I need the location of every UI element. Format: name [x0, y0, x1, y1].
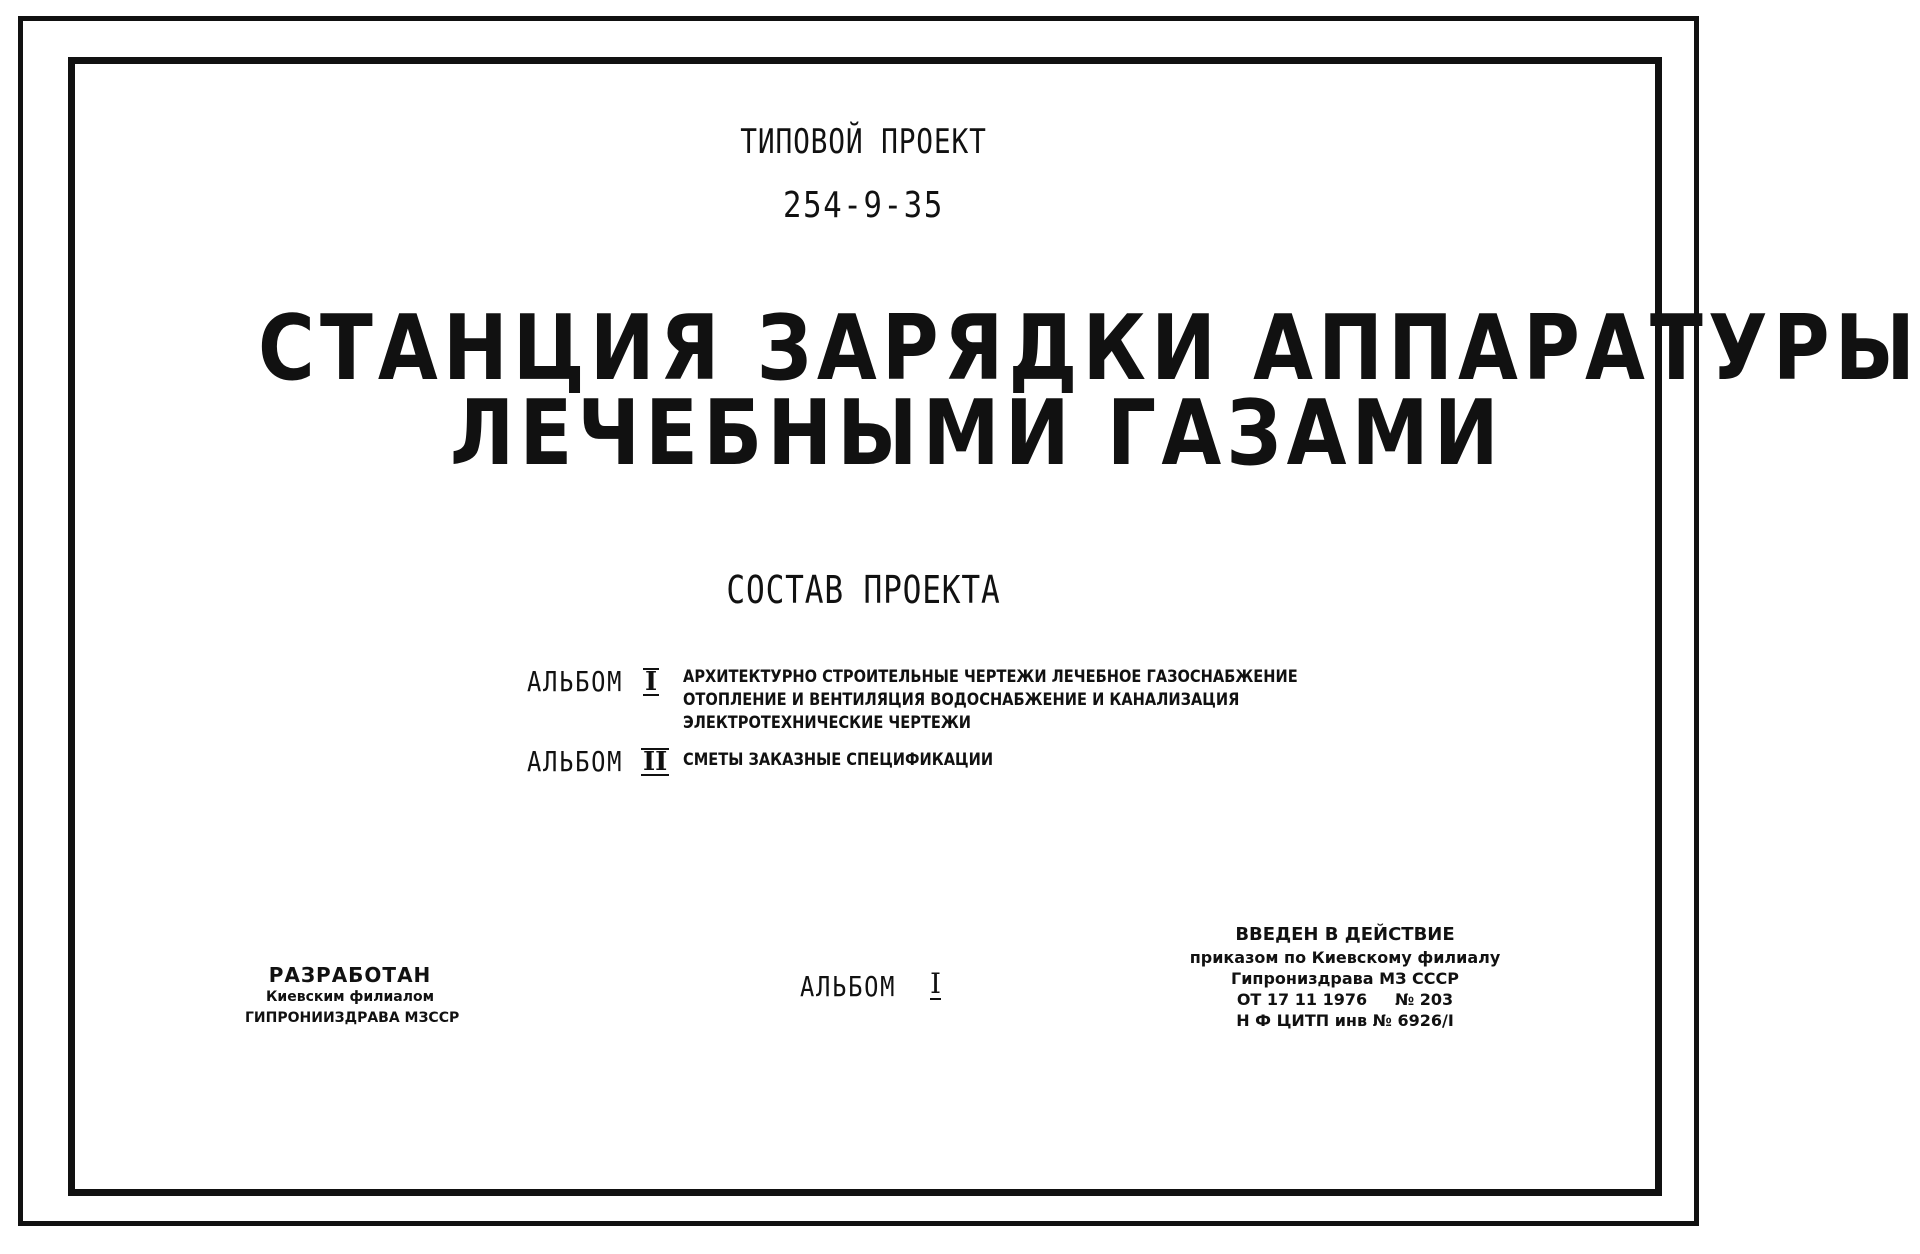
current-album-numeral: I	[930, 967, 942, 1000]
album-2-label: АЛЬБОМ	[527, 745, 624, 778]
introduction-line-2: Гипрониздрава МЗ СССР	[1231, 969, 1459, 988]
main-title-line-2: ЛЕЧЕБНЫМИ ГАЗАМИ	[450, 381, 1504, 486]
introduction-block	[1180, 923, 1510, 1031]
album-2-description	[683, 749, 993, 772]
introduction-line-3: ОТ 17 11 1976 № 203	[1236, 990, 1454, 1009]
introduction-title: ВВЕДЕН В ДЕЙСТВИЕ	[1235, 924, 1455, 945]
introduction-line-1: приказом по Киевскому филиалу	[1189, 948, 1501, 967]
project-type-label: ТИПОВОЙ ПРОЕКТ	[740, 122, 987, 162]
developer-line-1: Киевским филиалом	[265, 989, 435, 1005]
current-album-label: АЛЬБОМ	[800, 970, 897, 1003]
album-2-line-1: СМЕТЫ ЗАКАЗНЫЕ СПЕЦИФИКАЦИИ	[683, 750, 994, 770]
album-1-line-2: ОТОПЛЕНИЕ И ВЕНТИЛЯЦИЯ ВОДОСНАБЖЕНИЕ И КАНАЛИЗАЦИЯ	[683, 690, 1240, 710]
album-1-label: АЛЬБОМ	[527, 665, 624, 698]
album-1-description	[683, 666, 1298, 735]
developer-block	[245, 963, 460, 1029]
album-1-line-1: АРХИТЕКТУРНО СТРОИТЕЛЬНЫЕ ЧЕРТЕЖИ ЛЕЧЕБНОЕ ГАЗОСНАБЖЕНИЕ	[683, 667, 1298, 687]
developer-title: РАЗРАБОТАН	[268, 963, 432, 987]
main-title-line-1: СТАНЦИЯ ЗАРЯДКИ АППАРАТУРЫ	[258, 296, 1920, 401]
album-1-numeral: I	[645, 667, 658, 697]
introduction-line-4: Н Ф ЦИТП инв № 6926/I	[1236, 1011, 1454, 1030]
composition-heading: СОСТАВ ПРОЕКТА	[726, 568, 1001, 612]
album-2-numeral: II	[643, 747, 668, 777]
project-number: 254-9-35	[783, 185, 944, 226]
developer-line-2: ГИПРОНИИЗДРАВА МЗССР	[245, 1010, 460, 1026]
album-1-line-3: ЭЛЕКТРОТЕХНИЧЕСКИЕ ЧЕРТЕЖИ	[683, 713, 972, 733]
